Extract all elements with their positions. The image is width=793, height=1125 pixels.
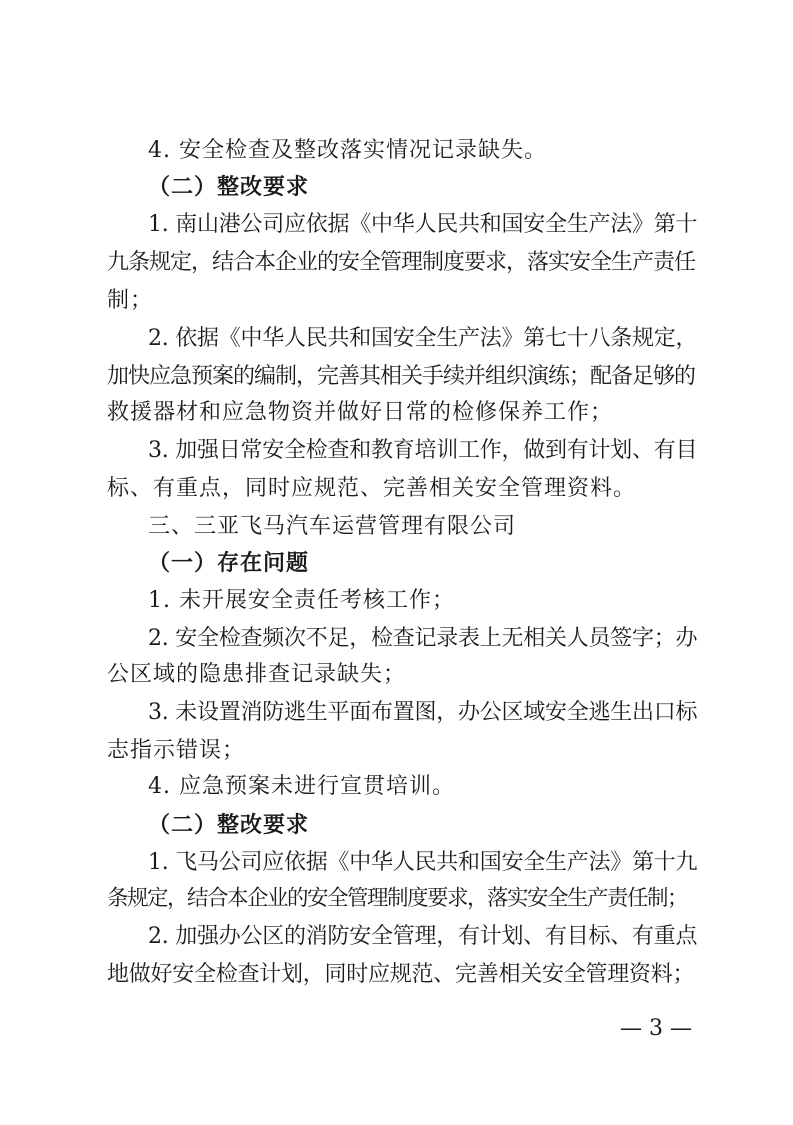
text-line: 1. 飞马公司应依据《中华人民共和国安全生产法》第十九 [148, 850, 698, 875]
text-line: 2. 依据《中华人民共和国安全生产法》第七十八条规定， [148, 326, 698, 351]
section-heading: 三、三亚飞马汽车运营管理有限公司 [148, 514, 517, 539]
text-line: 标、有重点，同时应规范、完善相关安全管理资料。 [107, 476, 637, 501]
section-heading: （一）存在问题 [148, 550, 310, 576]
text-line: 地做好安全检查计划，同时应规范、完善相关安全管理资料； [107, 962, 695, 987]
text-line: 公区域的隐患排查记录缺失； [107, 662, 407, 687]
page-number: — 3 — [620, 1016, 692, 1041]
text-line: 九条规定，结合本企业的安全管理制度要求，落实安全生产责任 [107, 250, 696, 275]
text-line: 制； [107, 288, 154, 313]
text-line: 2. 加强办公区的消防安全管理，有计划、有目标、有重点 [148, 924, 698, 949]
text-line: 1. 未开展安全责任考核工作； [148, 588, 455, 613]
text-line: 4. 应急预案未进行宣贯培训。 [148, 774, 455, 799]
text-line: 3. 加强日常安全检查和教育培训工作，做到有计划、有目 [148, 438, 698, 463]
section-heading: （二）整改要求 [148, 174, 310, 200]
text-line: 4. 安全检查及整改落实情况记录缺失。 [148, 138, 547, 163]
section-heading: （二）整改要求 [148, 812, 310, 838]
text-line: 志指示错误； [107, 738, 246, 763]
text-line: 加快应急预案的编制，完善其相关手续并组织演练；配备足够的 [107, 364, 696, 389]
text-line: 条规定，结合本企业的安全管理制度要求，落实安全生产责任制； [107, 886, 688, 911]
text-line: 1. 南山港公司应依据《中华人民共和国安全生产法》第十 [148, 212, 698, 237]
text-line: 3. 未设置消防逃生平面布置图，办公区域安全逃生出口标 [148, 700, 698, 725]
text-line: 救援器材和应急物资并做好日常的检修保养工作； [107, 400, 614, 425]
text-line: 2. 安全检查频次不足，检查记录表上无相关人员签字；办 [148, 626, 698, 651]
